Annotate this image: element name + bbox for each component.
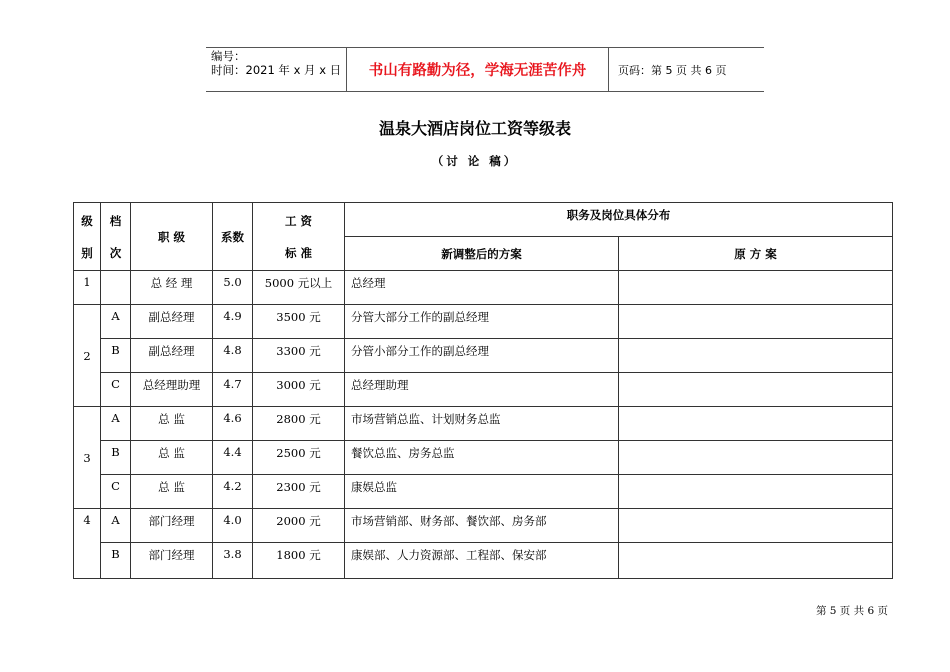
- cell-grade: B: [101, 441, 131, 475]
- header-old-plan: 原 方 案: [619, 237, 893, 271]
- document-header: [206, 47, 764, 92]
- cell-new-plan: 市场营销总监、计划财务总监: [345, 407, 619, 441]
- cell-position: 总 监: [131, 407, 213, 441]
- table-row: [74, 543, 893, 579]
- cell-old-plan: [619, 543, 893, 579]
- cell-coefficient: 4.8: [213, 339, 253, 373]
- cell-coefficient: 4.2: [213, 475, 253, 509]
- header-motto: 书山有路勤为径，学海无涯苦作舟: [347, 48, 609, 91]
- cell-coefficient: 4.9: [213, 305, 253, 339]
- cell-level: 4: [74, 509, 101, 579]
- table-row: [74, 509, 893, 543]
- page-subtitle: （讨 论 稿）: [431, 154, 519, 168]
- header-salary: 工 资 标 准: [253, 203, 345, 271]
- cell-grade: A: [101, 407, 131, 441]
- cell-grade: C: [101, 373, 131, 407]
- cell-old-plan: [619, 407, 893, 441]
- cell-old-plan: [619, 339, 893, 373]
- cell-old-plan: [619, 441, 893, 475]
- page-title: 温泉大酒店岗位工资等级表: [378, 119, 571, 138]
- cell-salary: 3300 元: [253, 339, 345, 373]
- cell-new-plan: 分管大部分工作的副总经理: [345, 305, 619, 339]
- table-row: [74, 339, 893, 373]
- cell-position: 总 监: [131, 441, 213, 475]
- cell-position: 总 监: [131, 475, 213, 509]
- cell-grade: B: [101, 339, 131, 373]
- header-page-info: 页码：第 5 页 共 6 页: [618, 63, 727, 77]
- cell-position: 副总经理: [131, 339, 213, 373]
- cell-new-plan: 市场营销部、财务部、餐饮部、房务部: [345, 509, 619, 543]
- cell-old-plan: [619, 475, 893, 509]
- cell-old-plan: [619, 271, 893, 305]
- page-footer: 第 5 页 共 6 页: [815, 605, 888, 617]
- cell-new-plan: 康娱部、人力资源部、工程部、保安部: [345, 543, 619, 579]
- cell-salary: 2500 元: [253, 441, 345, 475]
- cell-coefficient: 5.0: [213, 271, 253, 305]
- cell-coefficient: 4.7: [213, 373, 253, 407]
- header-distribution: 职务及岗位具体分布: [345, 203, 893, 237]
- cell-old-plan: [619, 373, 893, 407]
- cell-grade: C: [101, 475, 131, 509]
- cell-position: 部门经理: [131, 543, 213, 579]
- header-new-plan: 新调整后的方案: [345, 237, 619, 271]
- cell-coefficient: 4.4: [213, 441, 253, 475]
- cell-new-plan: 总经理: [345, 271, 619, 305]
- cell-salary: 3000 元: [253, 373, 345, 407]
- cell-new-plan: 餐饮总监、房务总监: [345, 441, 619, 475]
- cell-grade: A: [101, 305, 131, 339]
- table-row: [74, 407, 893, 441]
- cell-coefficient: 4.0: [213, 509, 253, 543]
- cell-old-plan: [619, 305, 893, 339]
- cell-level: 1: [74, 271, 101, 305]
- table-row: [74, 441, 893, 475]
- cell-level: 3: [74, 407, 101, 509]
- cell-coefficient: 4.6: [213, 407, 253, 441]
- cell-grade: B: [101, 543, 131, 579]
- cell-old-plan: [619, 509, 893, 543]
- time-label: 时间：2021 年 x 月 x 日: [211, 63, 342, 77]
- cell-salary: 1800 元: [253, 543, 345, 579]
- table-row: [74, 305, 893, 339]
- cell-salary: 5000 元以上: [253, 271, 345, 305]
- cell-position: 副总经理: [131, 305, 213, 339]
- cell-new-plan: 分管小部分工作的副总经理: [345, 339, 619, 373]
- salary-grade-table: [73, 202, 893, 579]
- cell-coefficient: 3.8: [213, 543, 253, 579]
- cell-position: 总经理助理: [131, 373, 213, 407]
- header-meta: [206, 48, 347, 91]
- cell-position: 总 经 理: [131, 271, 213, 305]
- cell-level: 2: [74, 305, 101, 407]
- cell-salary: 2000 元: [253, 509, 345, 543]
- number-label: 编号：: [211, 49, 246, 63]
- table-row: [74, 475, 893, 509]
- header-grade: 档 次: [101, 203, 131, 271]
- cell-new-plan: 康娱总监: [345, 475, 619, 509]
- cell-grade: [101, 271, 131, 305]
- cell-salary: 3500 元: [253, 305, 345, 339]
- table-row: [74, 271, 893, 305]
- table-header-row: [74, 203, 893, 237]
- table-row: [74, 373, 893, 407]
- cell-salary: 2300 元: [253, 475, 345, 509]
- header-coefficient: 系数: [213, 203, 253, 271]
- cell-new-plan: 总经理助理: [345, 373, 619, 407]
- cell-grade: A: [101, 509, 131, 543]
- cell-position: 部门经理: [131, 509, 213, 543]
- header-level: 级 别: [74, 203, 101, 271]
- cell-salary: 2800 元: [253, 407, 345, 441]
- header-position: 职 级: [131, 203, 213, 271]
